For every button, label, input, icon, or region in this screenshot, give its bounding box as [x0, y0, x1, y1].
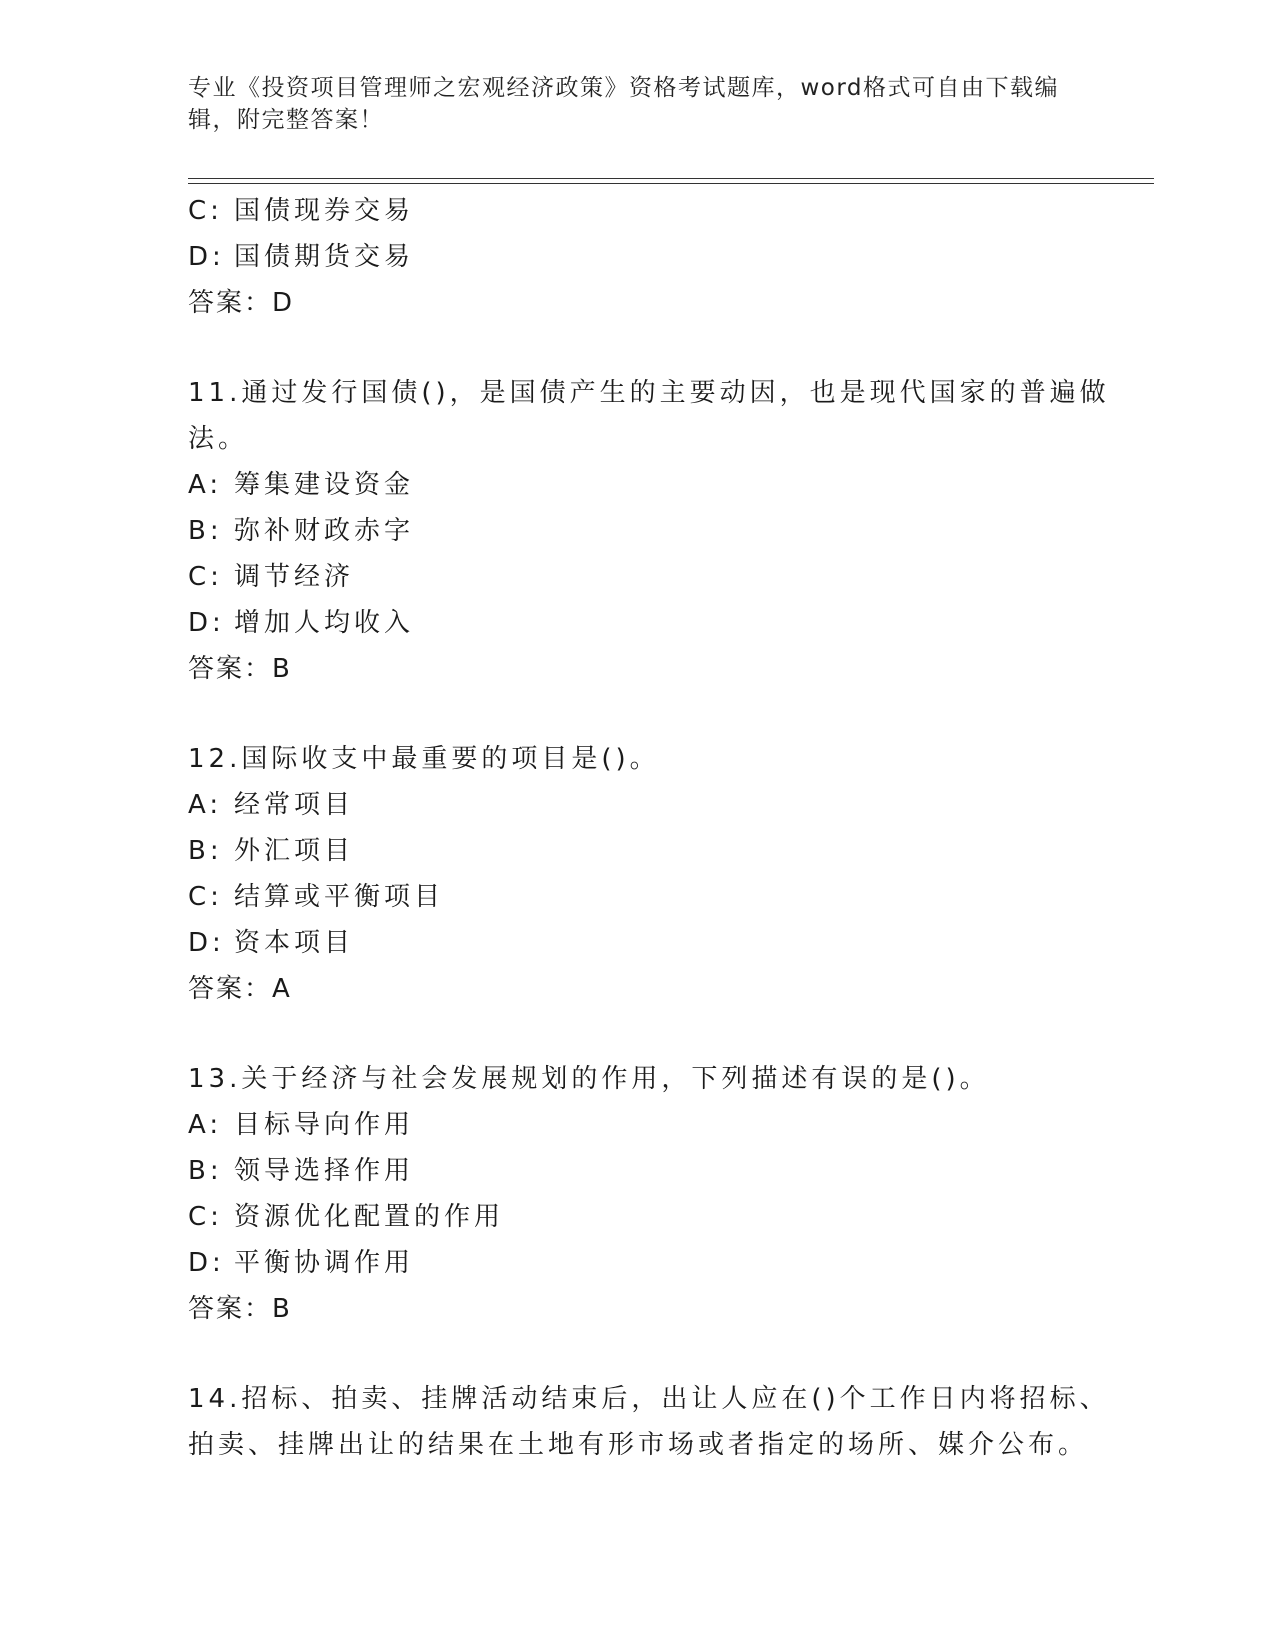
- header-rule-top: [188, 178, 1154, 179]
- option-c: C: 调节经济: [188, 562, 355, 592]
- answer: 答案：B: [188, 1294, 292, 1324]
- option-b: B: 弥补财政赤字: [188, 516, 415, 546]
- option-d: D: 资本项目: [188, 928, 355, 958]
- answer: 答案：A: [188, 974, 292, 1004]
- option-b: B: 领导选择作用: [188, 1156, 415, 1186]
- option-d: D: 国债期货交易: [188, 242, 415, 272]
- answer: 答案：B: [188, 654, 292, 684]
- option-a: A: 目标导向作用: [188, 1110, 415, 1140]
- option-c: C: 结算或平衡项目: [188, 882, 445, 912]
- option-d: D: 平衡协调作用: [188, 1248, 415, 1278]
- option-c: C: 资源优化配置的作用: [188, 1202, 505, 1232]
- answer: 答案：D: [188, 288, 295, 318]
- question-13: [188, 1056, 1088, 1332]
- option-d: D: 增加人均收入: [188, 608, 415, 638]
- option-c: C: 国债现券交易: [188, 196, 415, 226]
- question-stem: 12.国际收支中最重要的项目是()。: [188, 744, 660, 774]
- question-stem: 14.招标、拍卖、挂牌活动结束后，出让人应在()个工作日内将招标、: [188, 1384, 1110, 1414]
- option-a: A: 筹集建设资金: [188, 470, 415, 500]
- question-10: [188, 188, 1088, 326]
- question-stem-continued: 拍卖、挂牌出让的结果在土地有形市场或者指定的场所、媒介公布。: [188, 1430, 1089, 1460]
- question-stem: 13.关于经济与社会发展规划的作用，下列描述有误的是()。: [188, 1064, 990, 1094]
- option-b: B: 外汇项目: [188, 836, 355, 866]
- question-14: [188, 1376, 1110, 1468]
- question-11: [188, 370, 1110, 692]
- header-rule-bottom: [188, 183, 1154, 184]
- question-12: [188, 736, 1088, 1012]
- question-stem: 11.通过发行国债()，是国债产生的主要动因，也是现代国家的普遍做: [188, 378, 1110, 408]
- page-header: 专业《投资项目管理师之宏观经济政策》资格考试题库，word格式可自由下载编辑，附完整答案！: [188, 75, 1060, 133]
- question-stem-continued: 法。: [188, 424, 249, 454]
- question-list: [188, 188, 1110, 1468]
- option-a: A: 经常项目: [188, 790, 355, 820]
